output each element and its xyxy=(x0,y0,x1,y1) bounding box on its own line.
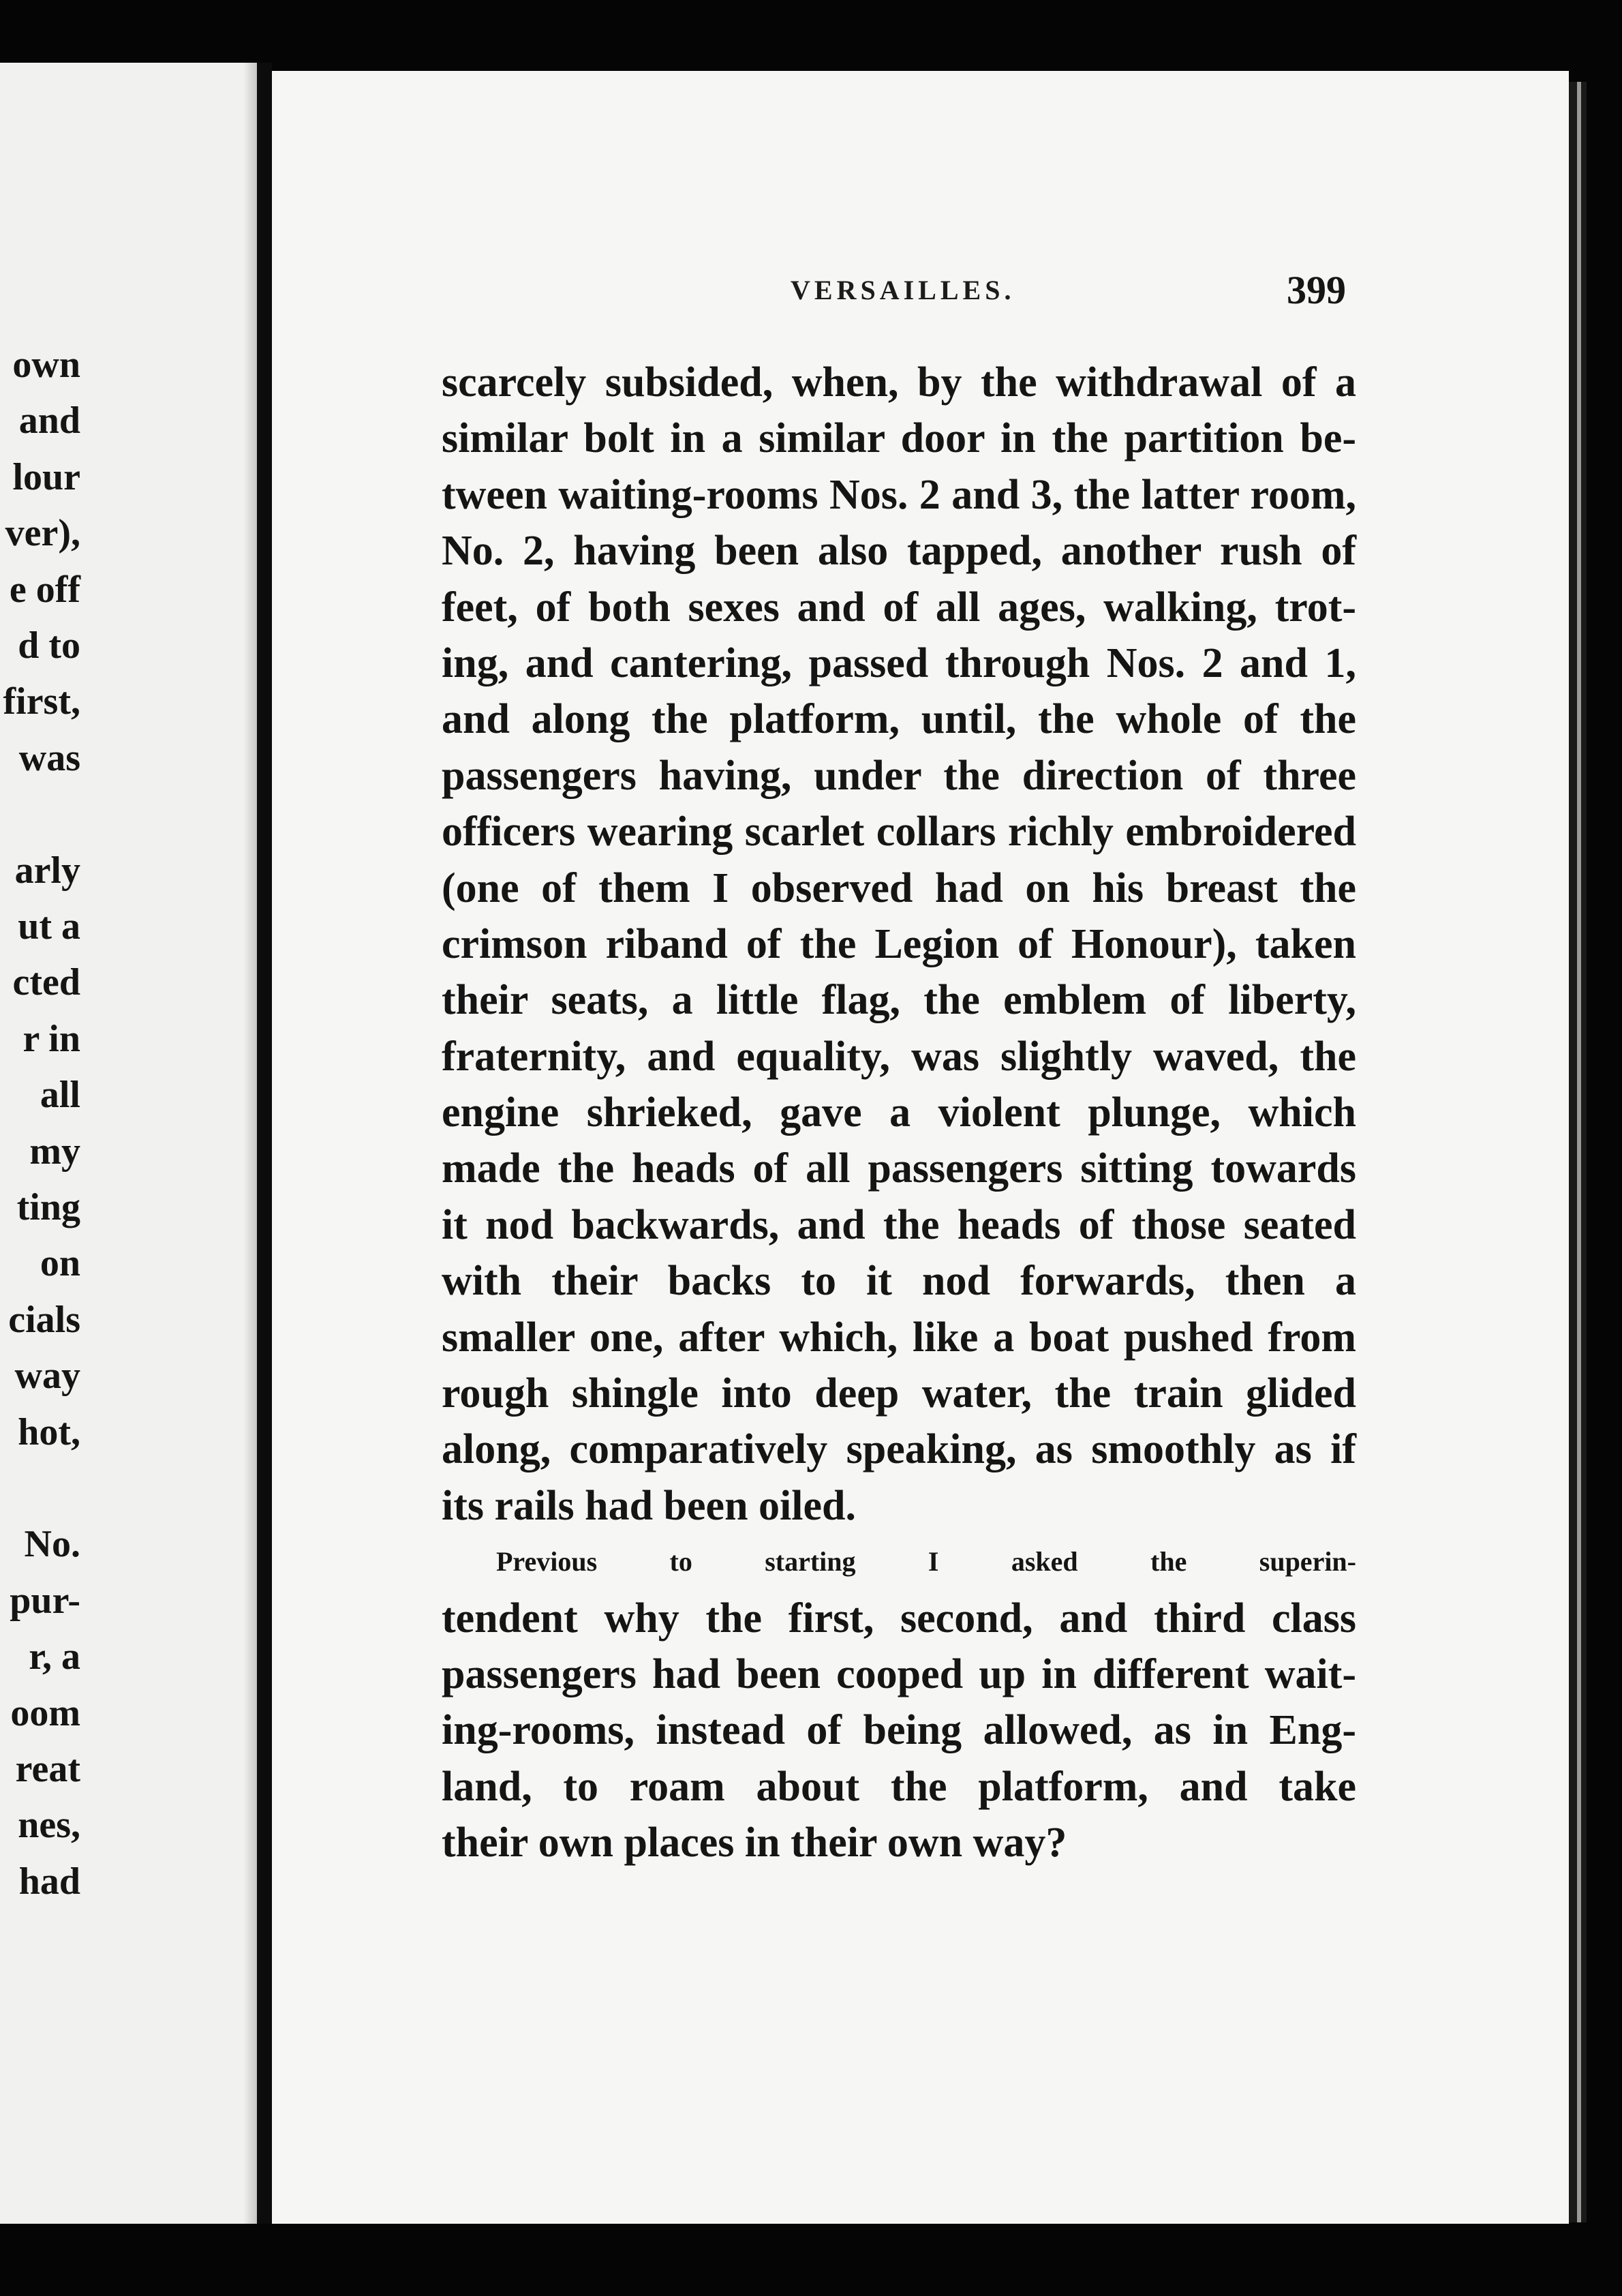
paragraph1-line: feet, of both sexes and of all ages, walking, trot- xyxy=(442,584,1356,631)
paragraph2-line: passengers had been cooped up in different wait- xyxy=(442,1650,1356,1697)
page-number: 399 xyxy=(1287,268,1346,312)
left-page-line: own xyxy=(12,344,80,386)
paragraph1-line: made the heads of all passengers sitting towards xyxy=(442,1145,1356,1192)
left-page-line: hot, xyxy=(18,1410,80,1453)
left-page-line: nes, xyxy=(18,1804,80,1847)
paragraph2-line: tendent why the first, second, and third class xyxy=(442,1595,1356,1642)
left-page-line: arly xyxy=(14,849,80,892)
left-page-line: had xyxy=(18,1860,80,1903)
paragraph1-line: (one of them I observed had on his breast the xyxy=(442,864,1356,911)
paragraph1-line: it nod backwards, and the heads of those seated xyxy=(442,1201,1356,1248)
left-page-line: pur- xyxy=(10,1579,80,1622)
paragraph1-line: with their backs to it nod forwards, then a xyxy=(442,1258,1356,1305)
left-page-line: cials xyxy=(8,1298,80,1341)
page-edge-highlight xyxy=(1577,82,1581,2222)
paragraph1-line: ing, and cantering, passed through Nos. 2 and 1, xyxy=(442,639,1356,686)
left-page-line: e off xyxy=(9,568,80,611)
left-page-line: my xyxy=(29,1130,80,1173)
left-page-line: cted xyxy=(12,961,80,1004)
left-page-line: ut a xyxy=(18,905,80,948)
paragraph1-line: its rails had been oiled. xyxy=(442,1482,857,1529)
paragraph2-line: land, to roam about the platform, and take xyxy=(442,1763,1356,1810)
paragraph1-line: crimson riband of the Legion of Honour), taken xyxy=(442,920,1356,967)
left-page-line: and xyxy=(18,399,80,442)
left-page-line: No. xyxy=(24,1523,80,1566)
running-head: VERSAILLES. xyxy=(791,275,1015,305)
page-shadow xyxy=(243,63,257,2224)
paragraph1-line: tween waiting-rooms Nos. 2 and 3, the latter room, xyxy=(442,471,1356,518)
paragraph1-line: and along the platform, until, the whole of the xyxy=(442,696,1356,743)
left-page-line: ver), xyxy=(5,512,80,555)
paragraph2-line: Previous to starting I asked the superin- xyxy=(496,1546,1356,1577)
paragraph1-line: along, comparatively speaking, as smoothly as if xyxy=(442,1426,1356,1473)
left-page xyxy=(0,63,257,2224)
paragraph1-line: similar bolt in a similar door in the partition be- xyxy=(442,415,1356,462)
paragraph1-line: passengers having, under the direction of three xyxy=(442,752,1356,799)
paragraph2-line: ing-rooms, instead of being allowed, as in Eng- xyxy=(442,1707,1356,1754)
paragraph1-line: officers wearing scarlet collars richly embroidered xyxy=(442,809,1356,856)
paragraph1-line: engine shrieked, gave a violent plunge, which xyxy=(442,1089,1356,1136)
left-page-line: r, a xyxy=(29,1635,80,1678)
paragraph1-line: No. 2, having been also tapped, another rush of xyxy=(442,528,1356,575)
left-page-line: on xyxy=(40,1242,80,1285)
paragraph1-line: their seats, a little flag, the emblem of liberty, xyxy=(442,977,1356,1024)
paragraph2-line: their own places in their own way? xyxy=(442,1819,1067,1867)
left-page-line: was xyxy=(18,736,80,779)
left-page-line: way xyxy=(14,1355,80,1398)
left-page-line: ting xyxy=(16,1186,80,1228)
left-page-line: lour xyxy=(12,455,80,498)
left-page-line: r in xyxy=(22,1017,80,1060)
paragraph1-line: fraternity, and equality, was slightly waved, the xyxy=(442,1033,1356,1080)
left-page-line: reat xyxy=(15,1748,80,1790)
left-page-line: first, xyxy=(3,680,80,723)
book-gutter xyxy=(257,63,272,2224)
paragraph1-line: rough shingle into deep water, the train glided xyxy=(442,1370,1356,1417)
left-page-line: d to xyxy=(18,624,80,667)
left-page-line: all xyxy=(40,1074,80,1117)
paragraph1-line: scarcely subsided, when, by the withdrawal of a xyxy=(442,359,1356,406)
left-page-line: oom xyxy=(10,1691,80,1734)
body-text xyxy=(442,354,1356,1871)
paragraph1-line: smaller one, after which, like a boat pushed from xyxy=(442,1314,1356,1361)
